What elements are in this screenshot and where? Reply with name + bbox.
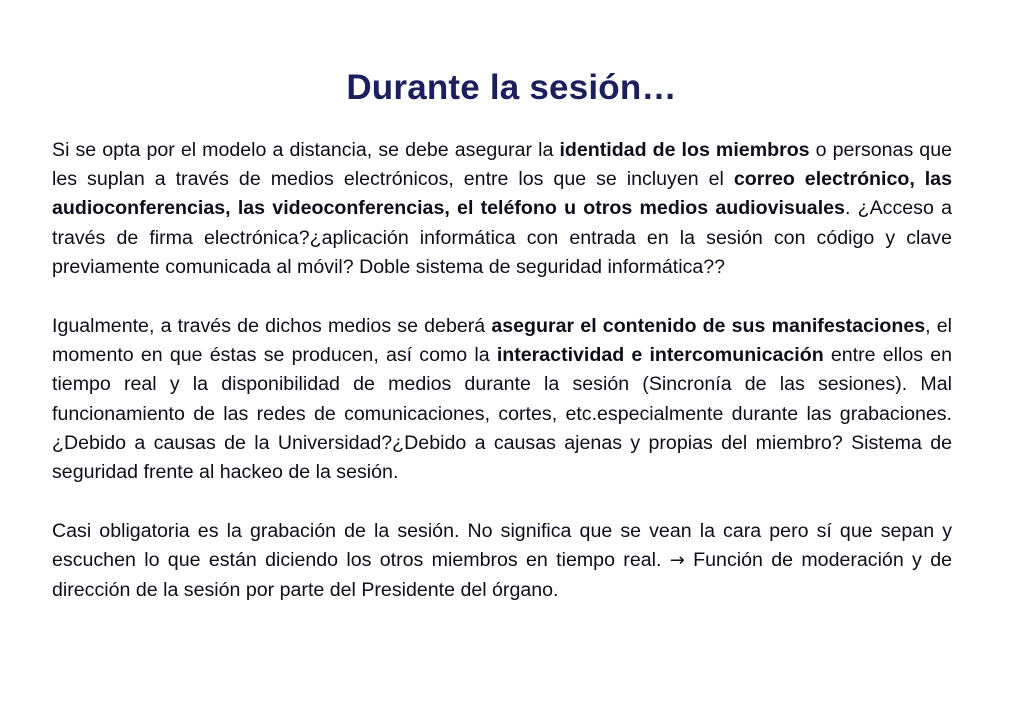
right-arrow-icon: → — [669, 550, 685, 572]
paragraph-2 — [52, 312, 952, 487]
paragraph-2-segment-5: entre ellos en tiempo real y la disponibilidad de medios durante la sesión (Sincronía de las sesiones). Mal funcionamiento de las redes de comunicaciones, cortes, etc.especialmente durante las grabaciones. ¿Debido a causas de la Universidad?¿Debido a causas ajenas y propias del miembro? Sistema de seguridad frente al hackeo de la sesión. — [52, 344, 952, 484]
paragraph-1-segment-5: . ¿Acceso a través de firma electrónica?¿aplicación informática con entrada en la sesión con código y clave previamente comunicada al móvil? Doble sistema de seguridad informática?? — [52, 197, 952, 278]
paragraph-1-segment-2: identidad de los miembros — [559, 139, 810, 161]
paragraph-2-segment-3: , el momento en que éstas se producen, así como la — [52, 315, 952, 367]
slide-title: Durante la sesión… — [346, 68, 677, 107]
paragraph-3-segment-1: Casi obligatoria es la grabación de la sesión. No significa que se vean la cara pero sí que sepan y escuchen lo que están diciendo los otros miembros en tiempo real. — [52, 520, 952, 572]
paragraph-1-segment-3: o personas que les suplan a través de medios electrónicos, entre los que se incluyen el — [52, 139, 952, 191]
paragraph-3 — [52, 517, 952, 605]
paragraph-2-segment-1: Igualmente, a través de dichos medios se deberá — [52, 315, 492, 338]
paragraph-3-segment-3: Función de moderación y de dirección de la sesión por parte del Presidente del órgano. — [52, 549, 952, 601]
paragraph-2-segment-2: asegurar el contenido de sus manifestaciones — [491, 315, 926, 338]
paragraph-2-segment-4: interactividad e intercomunicación — [496, 344, 824, 367]
slide-body — [52, 136, 952, 635]
paragraph-1 — [52, 136, 952, 282]
paragraph-1-segment-1: Si se opta por el modelo a distancia, se debe asegurar la — [52, 139, 560, 161]
paragraph-1-segment-4: correo electrónico, las audioconferencias, las videoconferencias, el teléfono u otros medios audiovisuales — [52, 168, 952, 220]
